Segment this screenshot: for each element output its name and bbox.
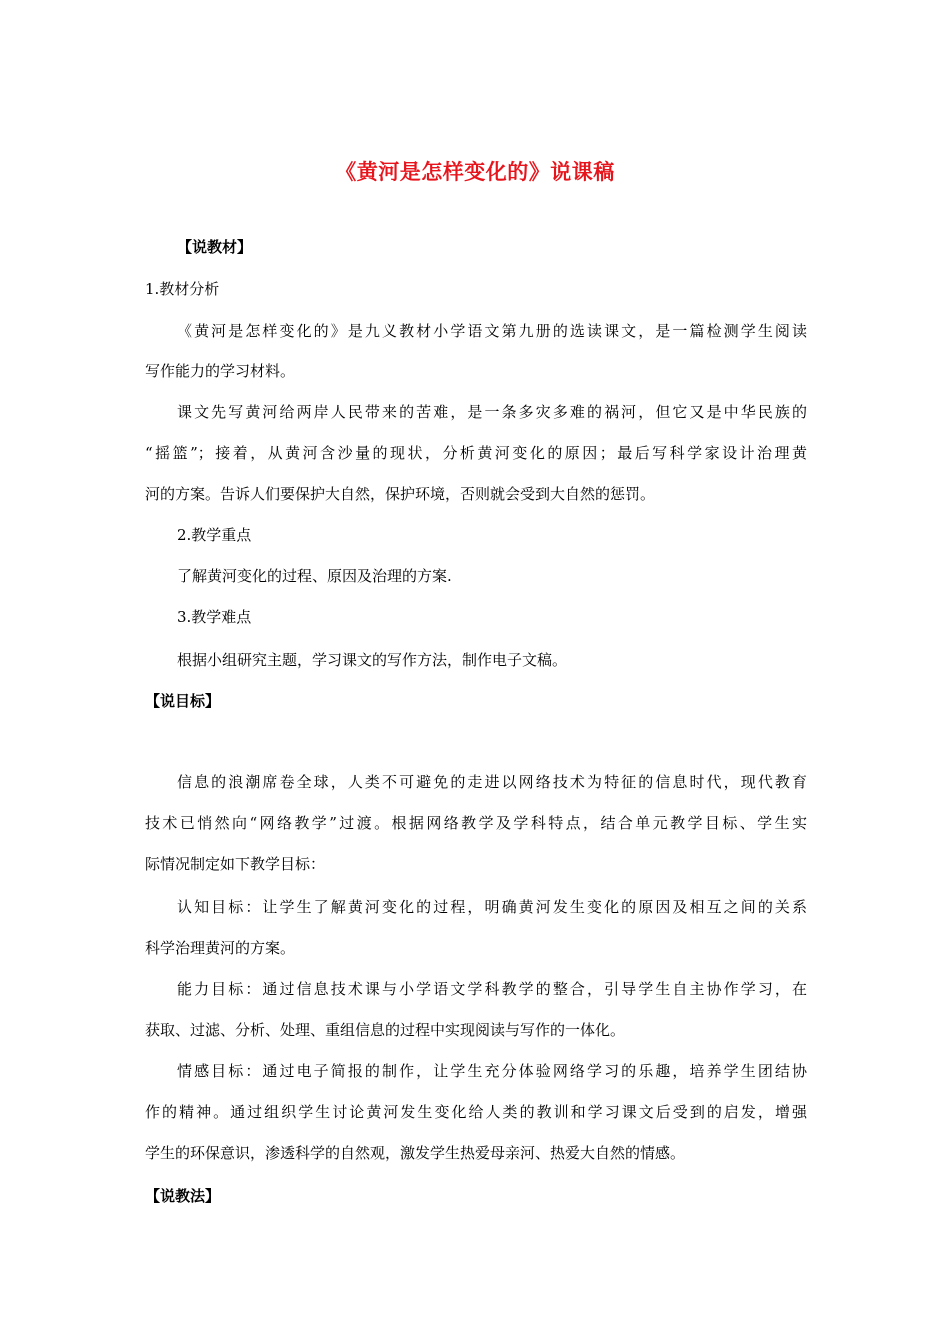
section-heading-objectives: 【说目标】 <box>145 692 221 710</box>
paragraph-line: 学生的环保意识，渗透科学的自然观，激发学生热爱母亲河、热爱大自然的情感。 <box>145 1144 686 1162</box>
paragraph-line: 能力目标：通过信息技术课与小学语文学科教学的整合，引导学生自主协作学习，在 <box>177 980 807 998</box>
section-heading-teaching-method: 【说教法】 <box>145 1187 221 1205</box>
subheading-teaching-focus: 2.教学重点 <box>177 526 252 544</box>
paragraph-line: 《黄河是怎样变化的》是九义教材小学语文第九册的选读课文，是一篇检测学生阅读 <box>177 322 807 340</box>
paragraph-line: 根据小组研究主题，学习课文的写作方法，制作电子文稿。 <box>177 651 568 669</box>
paragraph-line: “摇篮”；接着，从黄河含沙量的现状，分析黄河变化的原因；最后写科学家设计治理黄 <box>145 444 807 462</box>
paragraph-line: 科学治理黄河的方案。 <box>145 939 296 957</box>
paragraph-line: 认知目标：让学生了解黄河变化的过程，明确黄河发生变化的原因及相互之间的关系 <box>177 898 807 916</box>
paragraph-line: 河的方案。告诉人们要保护大自然，保护环境，否则就会受到大自然的惩罚。 <box>145 485 656 503</box>
paragraph-line: 获取、过滤、分析、处理、重组信息的过程中实现阅读与写作的一体化。 <box>145 1021 626 1039</box>
paragraph-line: 了解黄河变化的过程、原因及治理的方案. <box>177 567 452 585</box>
paragraph-line: 写作能力的学习材料。 <box>145 362 296 380</box>
paragraph-line: 技术已悄然向“网络教学”过渡。根据网络教学及学科特点，结合单元教学目标、学生实 <box>145 814 807 832</box>
paragraph-line: 信息的浪潮席卷全球，人类不可避免的走进以网络技术为特征的信息时代，现代教育 <box>177 773 807 791</box>
paragraph-line: 际情况制定如下教学目标： <box>145 855 326 873</box>
subheading-teaching-difficulty: 3.教学难点 <box>177 608 252 626</box>
paragraph-line: 作的精神。通过组织学生讨论黄河发生变化给人类的教训和学习课文后受到的启发，增强 <box>145 1103 807 1121</box>
paragraph-line: 情感目标：通过电子简报的制作，让学生充分体验网络学习的乐趣，培养学生团结协 <box>177 1062 807 1080</box>
paragraph-line: 课文先写黄河给两岸人民带来的苦难，是一条多灾多难的祸河，但它又是中华民族的 <box>177 403 807 421</box>
document-title: 《黄河是怎样变化的》说课稿 <box>335 160 615 184</box>
subheading-material-analysis: 1.教材分析 <box>145 280 220 298</box>
section-heading-teaching-material: 【说教材】 <box>177 238 253 256</box>
